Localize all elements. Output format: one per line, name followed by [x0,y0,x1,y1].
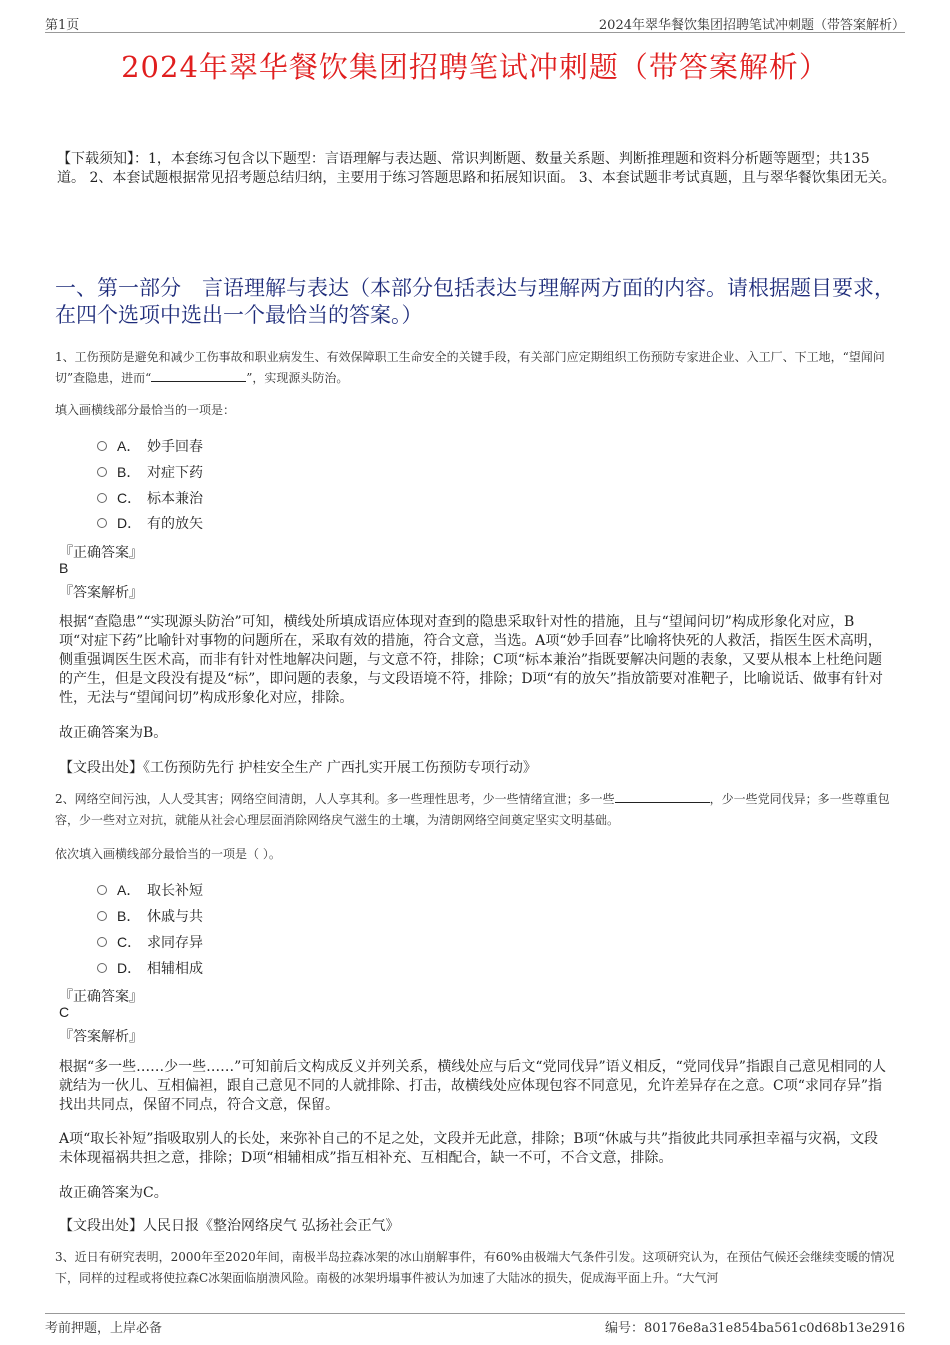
question-2-blank [615,790,710,803]
option-text: 妙手回春 [147,439,203,455]
option-letter: B． [117,908,141,924]
question-2-source: 【文段出处】人民日报《整治网络戾气 弘扬社会正气》 [59,1218,400,1234]
option-text: 休戚与共 [147,909,203,925]
question-1-analysis-label: 『答案解析』 [59,585,143,601]
radio-icon[interactable] [97,885,107,895]
radio-icon[interactable] [97,467,107,477]
option-letter: A． [117,438,141,454]
question-2-option-b[interactable] [97,906,203,926]
question-1-option-a[interactable] [97,436,203,456]
question-2-prompt: 依次填入画横线部分最恰当的一项是（ ）。 [55,847,281,861]
question-2-answer: C [59,1004,70,1020]
radio-icon[interactable] [97,441,107,451]
question-2-conclusion: 故正确答案为C。 [59,1185,168,1201]
question-1-blank [151,369,246,382]
question-1-answer: B [59,560,69,576]
page-number: 第1页 [45,18,80,33]
download-notice: 【下载须知】：1，本套练习包含以下题型：言语理解与表达题、常识判断题、数量关系题、判断推理题和资料分析题等题型；共135道。 2、本套试题根据常见招考题总结归纳，主要用于练习答题思路和拓展知识面。 3、本套试题非考试真题，且与翠华餐饮集团无关。 [57,151,896,186]
footer-doc-id: 编号：80176e8a31e854ba561c0d68b13e2916 [604,1321,905,1336]
option-text: 标本兼治 [147,491,203,507]
page-header [45,12,905,33]
radio-icon[interactable] [97,963,107,973]
option-letter: D． [117,515,142,531]
option-letter: B． [117,464,141,480]
option-text: 求同存异 [147,935,203,951]
question-1-option-d[interactable] [97,513,203,533]
footer-slogan: 考前押题，上岸必备 [45,1321,163,1336]
question-2-analysis-label: 『答案解析』 [59,1029,143,1045]
option-text: 相辅相成 [147,961,203,977]
header-doc-title: 2024年翠华餐饮集团招聘笔试冲刺题（带答案解析） [598,18,905,33]
question-2-text-a: 2、网络空间污浊，人人受其害；网络空间清朗，人人享其利。多一些理性思考，少一些情绪宣泄；多一些 [55,792,615,806]
radio-icon[interactable] [97,911,107,921]
question-3-stem: 3、近日有研究表明，2000年至2020年间，南极半岛拉森冰架的冰山崩解事件，有60%由极端大气条件引发。这项研究认为，在预估气候还会继续变暖的情况下，同样的过程或将使拉森C冰架面临崩溃风险。南极的冰架坍塌事件被认为加速了大陆冰的损失，促成海平面上升。“大气河 [55,1250,895,1285]
option-letter: D． [117,960,142,976]
question-2-analysis-1: 根据“多一些……少一些……”可知前后文构成反义并列关系，横线处应与后文“党同伐异”语义相反，“党同伐异”指跟自己意见相同的人就结为一伙儿、互相偏袒，跟自己意见不同的人就排除、打击，故横线处应体现包容不同意见，允许差异存在之意。C项“求同存异”指找出共同点，保留不同点，符合文意，保留。 [59,1059,886,1113]
question-1-prompt: 填入画横线部分最恰当的一项是： [55,403,236,417]
page-footer [45,1313,905,1336]
option-text: 取长补短 [147,883,203,899]
question-2-option-d[interactable] [97,958,203,978]
question-1-answer-label: 『正确答案』 [59,545,143,561]
question-2-option-a[interactable] [97,880,203,900]
radio-icon[interactable] [97,937,107,947]
option-text: 有的放矢 [147,516,203,532]
question-1-text-b: ”，实现源头防治。 [246,371,349,385]
question-1-analysis: 根据“查隐患”“实现源头防治”可知，横线处所填成语应体现对查到的隐患采取针对性的措施，且与“望闻问切”构成形象化对应，B项“对症下药”比喻针对事物的问题所在，采取有效的措施，符合文意，当选。A项“妙手回春”比喻将快死的人救活，指医生医术高明，侧重强调医生医术高，而非有针对性地解决问题，与文意不符，排除；C项“标本兼治”指既要解决问题的表象，又要从根本上杜绝问题的产生，但是文段没有提及“标”，即问题的表象，与文段语境不符，排除；D项“有的放矢”指放箭要对准靶子，比喻说话、做事有针对性，无法与“望闻问切”构成形象化对应，排除。 [59,614,883,706]
page-title: 2024年翠华餐饮集团招聘笔试冲刺题（带答案解析） [121,50,829,84]
question-2-answer-label: 『正确答案』 [59,989,143,1005]
question-1-text-a: 1、工伤预防是避免和减少工伤事故和职业病发生、有效保障职工生命安全的关键手段，有关部门应定期组织工伤预防专家进企业、入工厂、下工地，“望闻问切”查隐患，进而“ [55,350,885,385]
option-letter: C． [117,934,142,950]
question-1-source: 【文段出处】《工伤预防先行 护桂安全生产 广西扎实开展工伤预防专项行动》 [59,760,537,776]
question-2-option-c[interactable] [97,932,203,952]
option-letter: A． [117,882,141,898]
question-1-option-b[interactable] [97,462,203,482]
section-heading: 一、第一部分 言语理解与表达（本部分包括表达与理解两方面的内容。请根据题目要求，在四个选项中选出一个最恰当的答案。） [55,276,895,327]
question-2-text-b: ，少一些党同伐异；多一些尊重包容，少一些对立对抗，就能从社会心理层面消除网络戾气滋生的土壤，为清朗网络空间奠定坚实文明基础。 [55,792,890,827]
radio-icon[interactable] [97,518,107,528]
question-1-stem [55,347,900,389]
question-1-conclusion: 故正确答案为B。 [59,725,168,741]
question-1-option-c[interactable] [97,488,203,508]
option-letter: C． [117,490,142,506]
option-text: 对症下药 [147,465,203,481]
question-2-stem [55,789,900,831]
radio-icon[interactable] [97,493,107,503]
question-2-analysis-2: A项“取长补短”指吸取别人的长处，来弥补自己的不足之处，文段并无此意，排除；B项“休戚与共”指彼此共同承担幸福与灾祸，文段未体现福祸共担之意，排除；D项“相辅相成”指互相补充、互相配合，缺一不可，不合文意，排除。 [59,1131,879,1166]
